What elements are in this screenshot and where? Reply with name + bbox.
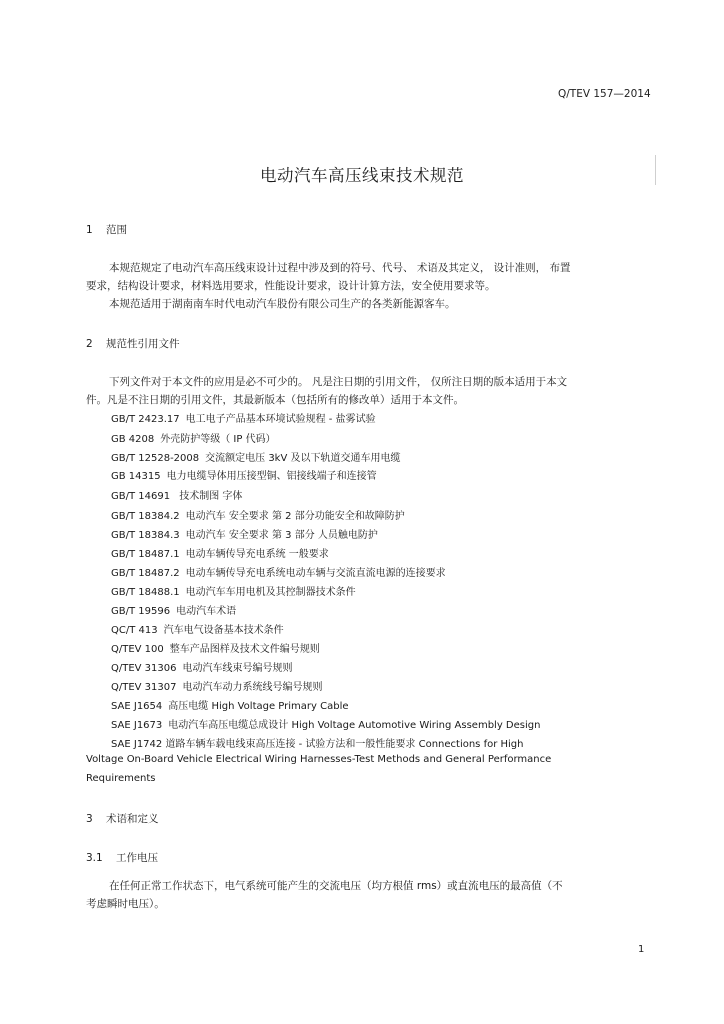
reference-name: 电动汽车线束号编号规则 bbox=[182, 663, 293, 674]
subsection-3-1-heading bbox=[86, 850, 158, 865]
reference-name: 电动车辆传导充电系统电动车辆与交流直流电源的连接要求 bbox=[185, 568, 446, 579]
reference-name: 电动汽车高压电缆总成设计 High Voltage Automotive Wiring Assembly Design bbox=[168, 720, 541, 731]
reference-name: 交流额定电压 3kV 及以下轨道交通车用电缆 bbox=[205, 453, 401, 464]
reference-code: SAE J1673 bbox=[111, 720, 163, 731]
reference-item bbox=[111, 487, 242, 502]
section-number: 1 bbox=[86, 224, 93, 236]
document-title: 电动汽车高压线束技术规范 bbox=[260, 166, 464, 185]
reference-name: 电动汽车动力系统线号编号规则 bbox=[182, 682, 323, 693]
reference-code: SAE J1654 bbox=[111, 701, 163, 712]
reference-item bbox=[111, 430, 276, 445]
reference-item-last-line-1: SAE J1742 道路车辆车载电线束高压连接 - 试验方法和一般性能要求 Connections for High bbox=[111, 739, 524, 750]
section-1-para-2: 本规范适用于湖南南车时代电动汽车股份有限公司生产的各类新能源客车。 bbox=[109, 298, 456, 310]
reference-code: GB/T 14691 bbox=[111, 491, 171, 502]
reference-item bbox=[111, 467, 377, 482]
reference-name: 电动汽车术语 bbox=[176, 606, 237, 617]
reference-name: 电动汽车车用电机及其控制器技术条件 bbox=[185, 587, 356, 598]
section-title: 规范性引用文件 bbox=[106, 338, 180, 350]
subsection-3-1-para-line-2: 考虑瞬时电压）。 bbox=[86, 898, 165, 910]
reference-name: 汽车电气设备基本技术条件 bbox=[163, 625, 284, 636]
page-number: 1 bbox=[638, 944, 645, 955]
section-1-para-1-line-2: 要求，结构设计要求，材料选用要求，性能设计要求，设计计算方法，安全使用要求等。 bbox=[86, 280, 496, 292]
section-title: 术语和定义 bbox=[106, 813, 159, 825]
reference-item bbox=[111, 449, 401, 464]
reference-code: GB/T 18487.1 bbox=[111, 549, 180, 560]
reference-code: Q/TEV 100 bbox=[111, 644, 164, 655]
reference-code: GB/T 18384.3 bbox=[111, 530, 180, 541]
reference-code: GB/T 18487.2 bbox=[111, 568, 180, 579]
reference-code: Q/TEV 31306 bbox=[111, 663, 177, 674]
subsection-number: 3.1 bbox=[86, 852, 103, 864]
reference-item bbox=[111, 564, 446, 579]
section-2-heading bbox=[86, 336, 180, 351]
section-3-heading bbox=[86, 811, 159, 826]
reference-item bbox=[111, 602, 236, 617]
reference-item bbox=[111, 545, 329, 560]
reference-item bbox=[111, 659, 293, 674]
standard-code: Q/TEV 157—2014 bbox=[558, 88, 651, 100]
reference-code: GB/T 2423.17 bbox=[111, 414, 180, 425]
reference-item bbox=[111, 678, 323, 693]
section-number: 2 bbox=[86, 338, 93, 350]
reference-code: GB 14315 bbox=[111, 471, 161, 482]
section-2-intro-line-1: 下列文件对于本文件的应用是必不可少的。 凡是注日期的引用文件， 仅所注日期的版本适用于本文 bbox=[109, 376, 568, 388]
reference-code: QC/T 413 bbox=[111, 625, 158, 636]
reference-name: 电动车辆传导充电系统 一般要求 bbox=[185, 549, 329, 560]
reference-name: 电动汽车 安全要求 第 3 部分 人员触电防护 bbox=[185, 530, 378, 541]
reference-item bbox=[111, 410, 376, 425]
reference-name: 电工电子产品基本环境试验规程 - 盐雾试验 bbox=[185, 414, 376, 425]
reference-item bbox=[111, 583, 356, 598]
reference-name: 高压电缆 High Voltage Primary Cable bbox=[168, 701, 349, 712]
reference-item bbox=[111, 621, 284, 636]
reference-code: Q/TEV 31307 bbox=[111, 682, 177, 693]
reference-item bbox=[111, 716, 540, 731]
reference-name: 外壳防护等级（ IP 代码） bbox=[160, 434, 276, 445]
reference-name: 技术制图 字体 bbox=[176, 491, 243, 502]
reference-code: GB/T 18384.2 bbox=[111, 511, 180, 522]
reference-name: 电动汽车 安全要求 第 2 部分功能安全和故障防护 bbox=[185, 511, 405, 522]
reference-code: GB/T 19596 bbox=[111, 606, 171, 617]
subsection-3-1-para-line-1: 在任何正常工作状态下，电气系统可能产生的交流电压（均方根值 rms）或直流电压的最高值（不 bbox=[109, 880, 563, 892]
reference-item-last-line-3: Requirements bbox=[86, 773, 156, 784]
section-number: 3 bbox=[86, 813, 93, 825]
section-title: 范围 bbox=[106, 224, 127, 236]
reference-name: 电力电缆导体用压接型铜、铝接线端子和连接管 bbox=[166, 471, 377, 482]
reference-code: GB 4208 bbox=[111, 434, 155, 445]
section-2-intro-line-2: 件。凡是不注日期的引用文件，其最新版本（包括所有的修改单）适用于本文件。 bbox=[86, 394, 464, 406]
subsection-title: 工作电压 bbox=[116, 852, 158, 864]
reference-item-last-line-2: Voltage On-Board Vehicle Electrical Wiring Harnesses-Test Methods and General Performance bbox=[86, 754, 552, 765]
reference-item bbox=[111, 526, 378, 541]
reference-item bbox=[111, 507, 405, 522]
reference-item bbox=[111, 697, 349, 712]
reference-item bbox=[111, 640, 320, 655]
reference-name: 整车产品图样及技术文件编号规则 bbox=[169, 644, 320, 655]
section-1-para-1-line-1: 本规范规定了电动汽车高压线束设计过程中涉及到的符号、代号、 术语及其定义， 设计准则， 布置 bbox=[109, 262, 571, 274]
reference-code: GB/T 12528-2008 bbox=[111, 453, 200, 464]
reference-code: GB/T 18488.1 bbox=[111, 587, 180, 598]
section-1-heading bbox=[86, 222, 127, 237]
